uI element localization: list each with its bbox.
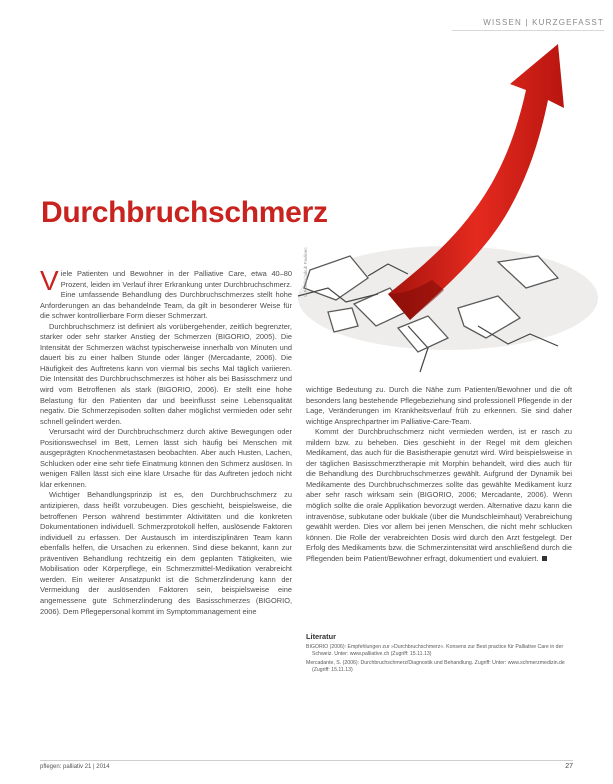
- drop-cap: V: [40, 265, 59, 296]
- body-column-left: [40, 265, 292, 617]
- body-column-right: [306, 385, 572, 564]
- literature-heading: Literatur: [306, 632, 336, 641]
- literature-section: [306, 633, 572, 676]
- publication-info: pflegen: palliativ 21 | 2014: [40, 764, 110, 770]
- paragraph: Kommt der Durchbruchschmerz nicht vermieden werden, ist er rasch zu mildern bzw. zu beheben. Dies geschieht in der Regel mit dem gleichen Medikament, das auch für die Basistherapie genutzt wird. Wird beispielsweise in der täglichen Basisschmerztherapie mit Morphin behandelt, wird dies auch für die Behandlung des Durchbruchschmerzes gewählt. Aufgrund der Dynamik bei Medikamente des Durchbruchschmerzes sollte das gewählte Medikament kurz aber sehr rasch wirksam sein (BIGORIO, 2006; Mercadante, 2006). Wenn möglich sollte die orale Applikation bevorzugt werden. Alternative dazu kann die intravenöse, subkutane oder bukkale (über die Mundschleimhaut) Verabreichung gewählt werden. Dies vor allem bei jenen Menschen, die nicht mehr schlucken können. Die Rolle der verabreichten Dosis wird durch den Arzt festgelegt. Der Erfolg des Medikaments bzw. die Schmerzintensität wird anschließend durch die Pflegenden beim Patient/Bewohner erfragt, dokumentiert und evaluiert.: [306, 427, 572, 563]
- paragraph: wichtige Bedeutung zu. Durch die Nähe zum Patienten/Bewohner und die oft besonders lang bestehende Pflegebeziehung sind professionell Pflegende in der Lage, Veränderungen im Krankheitsverlauf früh zu erkennen. Sie sind daher wichtige Ansprechpartner im Palliative-Care-Team.: [306, 385, 572, 426]
- paragraph: Verursacht wird der Durchbruchschmerz durch aktive Bewegungen oder Positionswechsel im Bett, Lernen lässt sich häufig bei Menschen mit ausgeprägten Knochenmetastasen beobachten. Aber auch Husten, Lachen, Schlucken oder eine sehr tiefe Einatmung können den Schmerz auslösen. In wenigen Fällen lässt sich eine klare Ursache für das Auftreten jedoch nicht klar erkennen.: [40, 427, 292, 489]
- end-of-article-mark: [542, 556, 547, 561]
- paragraph: Viele Patienten und Bewohner in der Palliative Care, etwa 40–80 Prozent, leiden im Verlauf ihrer Erkrankung unter Durchbruchschmerz. Eine umfassende Behandlung des Durchbruchschmerzes stellt hohe Anforderungen an das behandelnde Team, da gilt in besonderer Weise für die schwer kontrollierbare Form dieser Schmerzart.: [40, 265, 292, 321]
- section-label: WISSEN | KURZGEFASST: [483, 18, 604, 27]
- footer-rule: [40, 760, 573, 761]
- page-number: 27: [565, 763, 573, 770]
- literature-entry: Mercadante, S. (2006): Durchbruchschmerz/Diagnostik und Behandlung. Zugriff: Unter: www.schmerzmedizin.de (Zugriff: 15.11.13): [306, 659, 565, 674]
- paragraph: Durchbruchschmerz ist definiert als vorübergehender, zeitlich begrenzter, starker oder sehr starker Anstieg der Schmerzen (BIGORIO, 2005). Die Intensität der Schmerzen wächst typischerweise innerhalb von Minuten und dauert bis zu einer halben Stunde oder länger (Mercadante, 2006). Die Häufigkeit des Auftretens kann von viermal bis sechs Mal täglich variieren. Die Intensität des Durchbruchschmerzes ist höher als bei Basisschmerz und wird vom Betroffenen als stark (BIGORIO, 2006). Er stellt eine hohe Belastung für den Patienten dar und beeinflusst seine Lebensqualität negativ. Die Schmerzepisoden sollten daher möglichst vermieden oder sehr schnell gelindert werden.: [40, 321, 292, 426]
- image-credit: © Fotolia/Jakub Pavlinec: [303, 247, 308, 297]
- article-title: Durchbruchschmerz: [41, 196, 328, 229]
- literature-entry: BIGORIO (2006): Empfehlungen zur »Durchbruchschmerz«. Konsens zur Best practice für Palliative Care in der Schweiz. Unter: www.palliative.ch (Zugriff: 15.11.13): [306, 643, 564, 658]
- paragraph: Wichtiger Behandlungsprinzip ist es, den Durchbruchschmerz zu antizipieren, dass heißt vorzubeugen. Dies geschieht, beispielsweise, die betroffenen Person während bestimmter Aktivitäten und die konkreten Dokumentationen individuell. Schmerzprotokoll helfen, auslösende Faktoren individuell zu erfassen. Der Austausch im interdisziplinären Team kann ebenfalls helfen, die Ursachen zu erkennen. Sind diese bekannt, kann zur präventiven Behandlung rechtzeitig ein dem geplanten Tätigkeiten, wie Mobilisation oder Körperpflege, ein Schmerzmittel-Medikation verabreicht werden. Ein weiterer Ansatzpunkt ist die Schmerzlinderung kann der Vermeidung der auslösenden Faktoren sein, beispielsweise eine angemessene gute Schmerzlinderung des Basisschmerzes (BIGORIO, 2006). Dem Pflegepersonal kommt im Symptommanagement eine: [40, 490, 292, 616]
